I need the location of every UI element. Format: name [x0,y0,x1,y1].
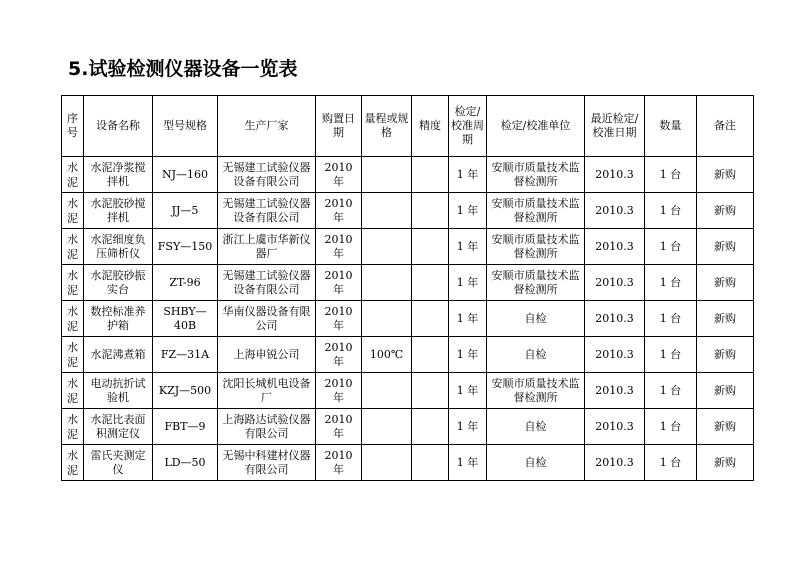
header-qty: 数量 [645,96,697,157]
cell-range [362,193,412,229]
cell-precision [412,229,449,265]
cell-model: JJ—5 [153,193,218,229]
cell-category: 水泥 [62,301,84,337]
cell-qty: 1 台 [645,301,697,337]
cell-range [362,409,412,445]
cell-category: 水泥 [62,229,84,265]
cell-precision [412,157,449,193]
cell-qty: 1 台 [645,157,697,193]
cell-purchase: 2010 年 [316,229,362,265]
header-range: 量程或规格 [362,96,412,157]
cell-precision [412,373,449,409]
cell-recent: 2010.3 [585,301,645,337]
cell-recent: 2010.3 [585,337,645,373]
cell-maker: 华南仪器设备有限公司 [218,301,316,337]
cell-model: SHBY—40B [153,301,218,337]
table-row [62,409,754,445]
cell-maker: 上海路达试验仪器有限公司 [218,409,316,445]
table-row [62,229,754,265]
cell-recent: 2010.3 [585,409,645,445]
cell-maker: 无锡建工试验仪器设备有限公司 [218,157,316,193]
cell-qty: 1 台 [645,229,697,265]
cell-name: 水泥沸煮箱 [84,337,153,373]
cell-model: KZJ—500 [153,373,218,409]
cell-note: 新购 [697,373,754,409]
table-row [62,301,754,337]
cell-unit: 自检 [487,301,585,337]
cell-purchase: 2010 年 [316,157,362,193]
header-maker: 生产厂家 [218,96,316,157]
cell-range [362,373,412,409]
cell-qty: 1 台 [645,337,697,373]
header-recent: 最近检定/校准日期 [585,96,645,157]
cell-unit: 安顺市质量技术监督检测所 [487,193,585,229]
cell-unit: 安顺市质量技术监督检测所 [487,157,585,193]
cell-precision [412,337,449,373]
cell-range [362,265,412,301]
cell-category: 水泥 [62,409,84,445]
cell-precision [412,265,449,301]
header-name: 设备名称 [84,96,153,157]
cell-range [362,445,412,481]
cell-maker: 无锡建工试验仪器设备有限公司 [218,265,316,301]
cell-period: 1 年 [449,373,487,409]
cell-category: 水泥 [62,373,84,409]
cell-name: 水泥胶砂振实台 [84,265,153,301]
cell-purchase: 2010 年 [316,301,362,337]
page-title: 5.试验检测仪器设备一览表 [68,58,298,80]
cell-range [362,229,412,265]
table-row [62,445,754,481]
cell-name: 雷氏夹测定仪 [84,445,153,481]
cell-period: 1 年 [449,445,487,481]
cell-note: 新购 [697,337,754,373]
cell-purchase: 2010 年 [316,193,362,229]
equipment-table [61,95,754,481]
header-note: 备注 [697,96,754,157]
cell-purchase: 2010 年 [316,445,362,481]
cell-note: 新购 [697,193,754,229]
table-row [62,265,754,301]
cell-purchase: 2010 年 [316,265,362,301]
cell-unit: 自检 [487,337,585,373]
cell-model: FZ—31A [153,337,218,373]
cell-note: 新购 [697,265,754,301]
cell-unit: 安顺市质量技术监督检测所 [487,373,585,409]
cell-qty: 1 台 [645,445,697,481]
cell-unit: 安顺市质量技术监督检测所 [487,265,585,301]
cell-note: 新购 [697,301,754,337]
cell-purchase: 2010 年 [316,373,362,409]
cell-unit: 自检 [487,409,585,445]
cell-recent: 2010.3 [585,193,645,229]
cell-purchase: 2010 年 [316,409,362,445]
cell-precision [412,193,449,229]
cell-name: 电动抗折试验机 [84,373,153,409]
cell-model: NJ—160 [153,157,218,193]
cell-range: 100℃ [362,337,412,373]
cell-name: 数控标准养护箱 [84,301,153,337]
cell-unit: 安顺市质量技术监督检测所 [487,229,585,265]
table-row [62,193,754,229]
cell-period: 1 年 [449,301,487,337]
cell-name: 水泥比表面积测定仪 [84,409,153,445]
cell-category: 水泥 [62,193,84,229]
cell-model: ZT-96 [153,265,218,301]
table-row [62,337,754,373]
cell-qty: 1 台 [645,193,697,229]
cell-precision [412,301,449,337]
cell-recent: 2010.3 [585,229,645,265]
cell-note: 新购 [697,409,754,445]
cell-note: 新购 [697,157,754,193]
cell-qty: 1 台 [645,373,697,409]
cell-unit: 自检 [487,445,585,481]
cell-period: 1 年 [449,157,487,193]
table-row [62,373,754,409]
header-period: 检定/校准周期 [449,96,487,157]
cell-purchase: 2010 年 [316,337,362,373]
cell-name: 水泥细度负压筛析仪 [84,229,153,265]
header-purchase: 购置日期 [316,96,362,157]
cell-maker: 无锡中科建材仪器有限公司 [218,445,316,481]
cell-model: FSY—150 [153,229,218,265]
cell-maker: 沈阳长城机电设备厂 [218,373,316,409]
cell-period: 1 年 [449,265,487,301]
header-precision: 精度 [412,96,449,157]
cell-range [362,157,412,193]
cell-recent: 2010.3 [585,445,645,481]
cell-maker: 上海申锐公司 [218,337,316,373]
cell-period: 1 年 [449,193,487,229]
cell-recent: 2010.3 [585,265,645,301]
cell-precision [412,445,449,481]
cell-model: LD—50 [153,445,218,481]
cell-category: 水泥 [62,337,84,373]
cell-range [362,301,412,337]
cell-recent: 2010.3 [585,373,645,409]
cell-qty: 1 台 [645,265,697,301]
cell-note: 新购 [697,229,754,265]
cell-category: 水泥 [62,265,84,301]
header-row [62,96,754,157]
cell-precision [412,409,449,445]
cell-period: 1 年 [449,229,487,265]
header-seq: 序号 [62,96,84,157]
cell-category: 水泥 [62,157,84,193]
cell-note: 新购 [697,445,754,481]
header-model: 型号规格 [153,96,218,157]
table-row [62,157,754,193]
header-unit: 检定/校准单位 [487,96,585,157]
cell-model: FBT—9 [153,409,218,445]
cell-name: 水泥净浆搅拌机 [84,157,153,193]
cell-maker: 浙江上虞市华新仪器厂 [218,229,316,265]
cell-maker: 无锡建工试验仪器设备有限公司 [218,193,316,229]
cell-period: 1 年 [449,337,487,373]
cell-category: 水泥 [62,445,84,481]
cell-name: 水泥胶砂搅拌机 [84,193,153,229]
cell-qty: 1 台 [645,409,697,445]
cell-period: 1 年 [449,409,487,445]
cell-recent: 2010.3 [585,157,645,193]
